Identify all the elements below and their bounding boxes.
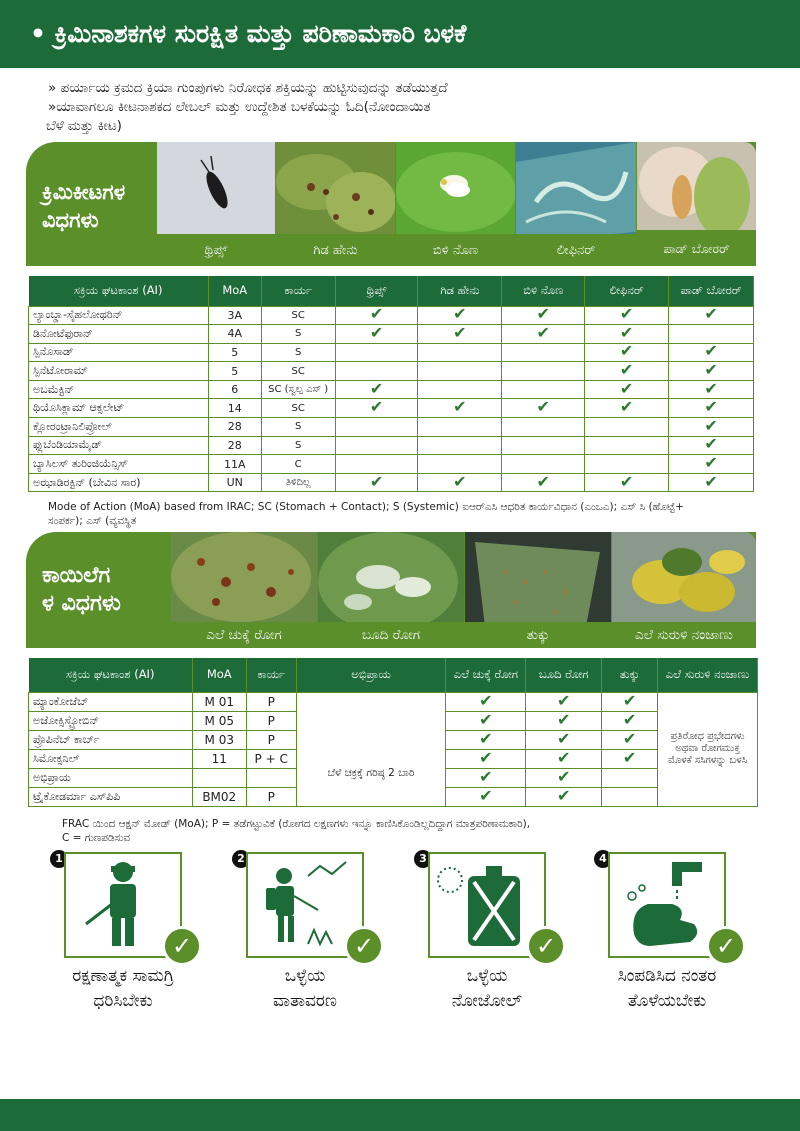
diseases-title: [42, 562, 121, 618]
photo-thrips: [157, 142, 275, 266]
action-cell: SC: [261, 306, 335, 325]
pests-title-line-1: ಕ್ರಿಮಿಕೀಟಗಳ: [42, 180, 126, 204]
tick-cell: [418, 436, 502, 455]
disease-footnote-line-2: C = ಗುಣಪಡಿಸುವ: [62, 832, 131, 844]
moa-cell: M 03: [192, 730, 246, 749]
step-label: [236, 964, 374, 1014]
tick-cell: [669, 415, 754, 437]
table-row: [29, 473, 754, 492]
step-label-line-2: ಧರಿಸಿಬೇಕು: [93, 991, 153, 1011]
tick-cell: [335, 322, 418, 344]
step-label-line-1: ಸಿಂಪಡಿಸಿದ ನಂತರ: [617, 966, 717, 986]
photo-caption: ಪಾಡ್ ಬೋರರ್: [637, 230, 756, 266]
step-label-line-1: ಒಳ್ಳೆಯ: [466, 966, 508, 986]
ai-cell: ಮ್ಯಾಂಕೋಜೆಬ್: [29, 692, 193, 711]
photo-rust: [465, 532, 611, 648]
table-row: [29, 306, 754, 325]
ai-cell: ಡಿನೋಟೆಫುರಾನ್: [29, 325, 209, 344]
action-cell: [246, 768, 296, 787]
moa-cell: UN: [208, 473, 261, 492]
tick-cell: [669, 399, 754, 418]
action-cell: P: [246, 787, 296, 806]
tick-cell: [335, 362, 418, 381]
col-header-thrips: ಥ್ರಿಪ್ಸ್: [335, 276, 418, 306]
check-icon: ✔: [557, 709, 571, 729]
col-header-moa: MoA: [192, 658, 246, 692]
ai-cell: ಅಝಾಡಿರಕ್ಟಿನ್ (ಬೇವಿನ ಸಾರ): [29, 473, 209, 492]
pest-table: [28, 276, 754, 492]
photo-leafcurl: [612, 532, 756, 648]
moa-cell: 11: [192, 749, 246, 768]
moa-cell: 3A: [208, 306, 261, 325]
intro-line-3: ಬೆಳೆ ಮತ್ತು ಕೀಟ): [46, 118, 122, 134]
tick-cell: [502, 380, 585, 399]
ai-cell: ಬ್ಯಾಸಿಲಸ್ ತುರಿಂಜಿಯೆನ್ಸಿಸ್: [29, 455, 209, 474]
step-label: [418, 964, 556, 1014]
action-cell: P: [246, 730, 296, 749]
check-icon: ✔: [619, 304, 634, 324]
check-icon: ✔: [479, 747, 493, 767]
tick-cell: [502, 399, 585, 418]
diseases-title-line-1: ಕಾಯಿಲೆಗ: [42, 563, 111, 588]
action-cell: P + C: [246, 749, 296, 768]
photo-caption: ತುಕ್ಕು: [465, 622, 611, 648]
ai-cell: ಅಜೋಕ್ಸಿಸ್ಟ್ರೋಬಿನ್: [29, 711, 193, 730]
action-cell: C: [261, 455, 335, 474]
moa-cell: BM02: [192, 787, 246, 806]
tick-cell: [585, 306, 669, 325]
table-row: [29, 455, 754, 474]
tick-cell: [418, 455, 502, 474]
check-icon: ✔: [479, 728, 493, 748]
check-icon: ✔: [557, 728, 571, 748]
step-number: 1: [50, 850, 68, 868]
col-header-leafminer: ಲೀಫಿನರ್: [585, 276, 669, 306]
moa-cell: 5: [208, 362, 261, 381]
action-cell: SC: [261, 399, 335, 418]
check-icon: ✔: [557, 766, 571, 786]
step-label-line-1: ಒಳ್ಳೆಯ: [284, 966, 326, 986]
tick-cell: [335, 418, 418, 437]
col-header-remark: ಅಭಿಪ್ರಾಯ: [296, 658, 446, 692]
photo-caption: ಗಿಡ ಹೇನು: [276, 234, 395, 266]
tick-cell: [585, 399, 669, 418]
action-cell: P: [246, 692, 296, 711]
check-icon: ✔: [704, 397, 718, 417]
tick-cell: [602, 692, 658, 711]
tick-cell: [585, 436, 669, 455]
tick-cell: [335, 455, 418, 474]
check-icon: ✔: [453, 304, 467, 324]
check-icon: ✔: [557, 785, 571, 805]
check-icon: ✔: [704, 378, 718, 398]
step-label: [54, 964, 192, 1014]
tick-cell: [585, 380, 669, 399]
intro-line-2: »ಯಾವಾಗಲೂ ಕೀಟನಾಶಕದ ಲೇಬಲ್ ಮತ್ತು ಉದ್ದೇಶಿತ ಬಳಕೆಯನ್ನು ಓದಿ(ನೋಂದಾಯಿತ: [48, 99, 431, 115]
tick-cell: [335, 343, 418, 362]
tick-cell: [526, 692, 602, 711]
photo-caption: ಲೀಫಿನರ್: [516, 234, 636, 266]
check-icon: ✔: [704, 341, 718, 361]
action-cell: P: [246, 711, 296, 730]
tick-cell: [335, 436, 418, 455]
table-row: [29, 362, 754, 381]
check-icon: ✔: [704, 415, 718, 435]
col-header-whitefly: ಬಿಳಿ ನೊಣ: [502, 276, 585, 306]
table-row: [29, 692, 758, 711]
check-icon: ✔: [619, 322, 634, 342]
tick-cell: [335, 380, 418, 399]
moa-cell: 4A: [208, 325, 261, 344]
tick-cell: [669, 343, 754, 362]
col-header-aphid: ಗಿಡ ಹೇನು: [418, 276, 502, 306]
action-cell: SC (ಸ್ವಲ್ಪ ಎಸ್ ): [261, 380, 335, 399]
tick-cell: [585, 362, 669, 381]
pests-title-line-2: ವಿಧಗಳು: [42, 208, 99, 232]
pest-footnote: [48, 500, 758, 528]
check-icon: ✔: [622, 728, 637, 748]
ai-cell: ಕ್ಲೋರಂಟ್ರಾನಿಲಿಪ್ರೋಲ್: [29, 418, 209, 437]
photo-podborer: [637, 142, 756, 266]
ai-cell: ಲ್ಯಾಂಬ್ಡಾ-ಸೈಹಲೋಥರಿನ್: [29, 306, 209, 325]
check-icon: ✔: [369, 304, 384, 324]
photo-caption: ಎಲೆ ಚುಕ್ಕೆ ರೋಗ: [171, 622, 317, 648]
tick-cell: [585, 455, 669, 474]
tick-cell: [502, 343, 585, 362]
tick-cell: [502, 455, 585, 474]
step-label-line-2: ತೊಳೆಯಬೇಕು: [627, 991, 707, 1011]
tick-cell: [526, 730, 602, 749]
tick-cell: [669, 325, 754, 344]
ai-cell: ಸಿಮೋಕ್ಸನಿಲ್: [29, 749, 193, 768]
col-header-ai: ಸಕ್ರಿಯ ಘಟಕಾಂಶ (AI): [29, 276, 209, 306]
ai-cell: ಪ್ರೊಪಿನೆಬ್ ಕಾರ್ಬ್: [29, 730, 193, 749]
moa-cell: [192, 768, 246, 787]
check-icon: ✔: [619, 378, 634, 398]
check-icon: ✔: [619, 341, 634, 361]
col-header-action: ಕಾರ್ಯ: [261, 276, 335, 306]
moa-cell: 6: [208, 380, 261, 399]
photo-caption: ಎಲೆ ಸುರುಳಿ ನಂಜಾಣು: [612, 622, 756, 648]
check-icon: ✔: [479, 785, 493, 805]
tick-cell: [526, 749, 602, 768]
tick-cell: [418, 306, 502, 325]
diseases-title-line-2: ಳ ವಿಧಗಳು: [42, 591, 121, 616]
col-header-podborer: ಪಾಡ್ ಬೋರರ್: [669, 276, 754, 306]
tick-cell: [418, 343, 502, 362]
check-icon: ✔: [704, 471, 718, 491]
photo-powdery: [318, 532, 464, 648]
col-header-rust: ತುಕ್ಕು: [602, 658, 658, 692]
photo-aphid: [276, 142, 395, 266]
check-icon: ✔: [536, 322, 550, 342]
tick-cell: [418, 380, 502, 399]
tick-cell: [502, 306, 585, 325]
tick-cell: [502, 322, 585, 344]
tick-cell: [602, 768, 658, 787]
check-icon: ✔: [622, 747, 637, 767]
tick-cell: [502, 473, 585, 492]
step-label-line-2: ನೋಜೋಲ್: [451, 991, 523, 1011]
page-header: [0, 0, 800, 68]
tick-cell: [446, 730, 526, 749]
tick-cell: [669, 306, 754, 325]
pest-footnote-line-2: ಸಂಪರ್ಕ); ಎಸ್ (ವ್ಯವಸ್ಥಿತ: [48, 515, 137, 527]
page-footer: [0, 1099, 800, 1131]
tick-cell: [602, 749, 658, 768]
tick-cell: [502, 436, 585, 455]
action-cell: S: [261, 436, 335, 455]
col-header-leafcurl: ಎಲೆ ಸುರುಳಿ ನಂಜಾಣು: [658, 658, 758, 692]
tick-cell: [446, 711, 526, 730]
tick-cell: [418, 322, 502, 344]
check-icon: ✔: [622, 709, 637, 729]
check-icon: ✔: [369, 471, 384, 491]
col-header-powdery: ಬೂದಿ ರೋಗ: [526, 658, 602, 692]
table-row: [29, 399, 754, 418]
check-icon: ✔: [369, 322, 384, 342]
tick-cell: [446, 768, 526, 787]
check-icon: ✔: [619, 397, 634, 417]
ai-cell: ಟ್ರೈಕೋಡರ್ಮಾ ಎಸ್‌ಪಿಪಿ: [29, 787, 193, 806]
ai-cell: ಅಭಿಪ್ರಾಯ: [29, 768, 193, 787]
step-label-line-2: ವಾತಾವರಣ: [273, 991, 337, 1011]
table-row: [29, 418, 754, 437]
pests-title: [42, 178, 125, 234]
tick-cell: [418, 399, 502, 418]
moa-cell: M 05: [192, 711, 246, 730]
tick-cell: [585, 418, 669, 437]
disease-table: [28, 658, 758, 807]
tick-cell: [526, 787, 602, 806]
action-cell: S: [261, 325, 335, 344]
check-icon: ✔: [369, 397, 384, 417]
table-row: [29, 325, 754, 344]
col-header-ai: ಸಕ್ರಿಯ ಘಟಕಾಂಶ (AI): [29, 658, 193, 692]
step-label: [598, 964, 736, 1014]
check-icon: ✓: [706, 926, 746, 966]
photo-whitefly: [396, 142, 515, 266]
tick-cell: [669, 380, 754, 399]
moa-cell: M 01: [192, 692, 246, 711]
tick-cell: [602, 711, 658, 730]
pest-footnote-line-1: Mode of Action (MoA) based from IRAC; SC (Stomach + Contact); S (Systemic) ಐಆರ್‌ಎಸಿ ಆಧರಿತ ಕಾರ್ಯವಿಧಾನ (ಎಂಒಎ); ಎಸ್ ಸಿ (ಹೊಟ್ಟೆ+: [48, 501, 684, 513]
check-icon: ✔: [619, 360, 634, 380]
action-cell: S: [261, 418, 335, 437]
ai-cell: ಸ್ಪಿನೆಟೋರಾಮ್: [29, 362, 209, 381]
tick-cell: [446, 692, 526, 711]
table-row: [29, 380, 754, 399]
tick-cell: [669, 362, 754, 381]
ai-cell: ಅಬಮೆಕ್ಟಿನ್: [29, 380, 209, 399]
check-icon: ✔: [453, 471, 467, 491]
step-number: 3: [414, 850, 432, 868]
check-icon: ✔: [479, 709, 493, 729]
col-header-leafspot: ಎಲೆ ಚುಕ್ಕೆ ರೋಗ: [446, 658, 526, 692]
leafcurl-note-cell: ಪ್ರತಿರೋಧ ಪ್ರಭೇದಗಳು ಅಥವಾ ರೋಗಮುಕ್ತ ಮೊಳಕೆ ಸಸಿಗಳನ್ನು ಬಳಸಿ: [658, 692, 758, 806]
photo-caption: ಥ್ರಿಪ್ಸ್: [157, 234, 275, 266]
disease-footnote: [62, 817, 762, 845]
intro-line-1: » ಪರ್ಯಾಯ ಕ್ರಮದ ಕ್ರಿಯಾ ಗುಂಪುಗಳು ನಿರೋಧಕ ಶಕ್ತಿಯನ್ನು ಹುಟ್ಟಿಸುವುದನ್ನು ತಡೆಯುತ್ತದೆ: [48, 80, 448, 96]
step-number: 2: [232, 850, 250, 868]
tick-cell: [502, 418, 585, 437]
ai-cell: ಫ್ಲುಬೆಂಡಿಯಾಮೈಡ್: [29, 436, 209, 455]
col-header-moa: MoA: [208, 276, 261, 306]
tick-cell: [585, 343, 669, 362]
check-icon: ✔: [453, 322, 467, 342]
tick-cell: [335, 473, 418, 492]
check-icon: ✓: [526, 926, 566, 966]
tick-cell: [335, 306, 418, 325]
action-cell: ತಿಳಿದಿಲ್ಲ: [261, 473, 335, 492]
check-icon: ✔: [536, 471, 550, 491]
check-icon: ✔: [704, 304, 718, 324]
check-icon: ✔: [622, 690, 637, 710]
tick-cell: [418, 418, 502, 437]
col-header-action: ಕಾರ್ಯ: [246, 658, 296, 692]
ai-cell: ಸ್ಪಿನೊಸಾಡ್: [29, 343, 209, 362]
tick-cell: [669, 455, 754, 474]
table-row: [29, 343, 754, 362]
disease-footnote-line-1: FRAC ಯಿಂದ ಆಕ್ಷನ್ ಮೋಡ್ (MoA); P = ತಡೆಗಟ್ಟುವಿಕೆ (ರೋಗದ ಲಕ್ಷಣಗಳು ಇನ್ನೂ ಕಾಣಿಸಿಕೊಂಡಿಲ್ಲದಿದ್ದಾಗ ಮಾತ್ರಪರಿಣಾಮಕಾರಿ),: [62, 818, 531, 830]
tick-cell: [526, 711, 602, 730]
intro-text: [48, 79, 768, 136]
page-title: • ಕ್ರಿಮಿನಾಶಕಗಳ ಸುರಕ್ಷಿತ ಮತ್ತು ಪರಿಣಾಮಕಾರಿ ಬಳಕೆ: [30, 19, 467, 48]
check-icon: ✔: [619, 471, 634, 491]
tick-cell: [669, 436, 754, 455]
moa-cell: 14: [208, 399, 261, 418]
tick-cell: [602, 730, 658, 749]
check-icon: ✔: [536, 397, 550, 417]
tick-cell: [418, 473, 502, 492]
step-number: 4: [594, 850, 612, 868]
photo-leafspot: [171, 532, 317, 648]
check-icon: ✓: [162, 926, 202, 966]
tick-cell: [446, 749, 526, 768]
ai-cell: ಥಿಯೊಸಿಕ್ಲಾಮ್ ಆಕ್ಸಲೇಟ್: [29, 399, 209, 418]
photo-caption: ಬಿಳಿ ನೊಣ: [396, 234, 515, 266]
tick-cell: [526, 768, 602, 787]
table-row: [29, 436, 754, 455]
check-icon: ✔: [704, 434, 718, 454]
moa-cell: 28: [208, 418, 261, 437]
tick-cell: [418, 362, 502, 381]
photo-leafminer: [516, 142, 636, 266]
moa-cell: 11A: [208, 455, 261, 474]
check-icon: ✔: [704, 453, 718, 473]
moa-cell: 28: [208, 436, 261, 455]
moa-cell: 5: [208, 343, 261, 362]
check-icon: ✔: [704, 360, 718, 380]
action-cell: S: [261, 343, 335, 362]
check-icon: ✔: [479, 690, 493, 710]
check-icon: ✔: [369, 378, 384, 398]
tick-cell: [502, 362, 585, 381]
tick-cell: [669, 473, 754, 492]
check-icon: ✔: [557, 690, 571, 710]
remark-cell: ಬೆಳೆ ಚಕ್ರಕ್ಕೆ ಗರಿಷ್ಠ 2 ಬಾರಿ: [296, 692, 446, 806]
check-icon: ✓: [344, 926, 384, 966]
check-icon: ✔: [536, 304, 550, 324]
check-icon: ✔: [557, 747, 571, 767]
tick-cell: [602, 787, 658, 806]
tick-cell: [585, 473, 669, 492]
tick-cell: [335, 399, 418, 418]
tick-cell: [446, 787, 526, 806]
action-cell: SC: [261, 362, 335, 381]
check-icon: ✔: [453, 397, 467, 417]
tick-cell: [585, 322, 669, 344]
check-icon: ✔: [479, 766, 493, 786]
photo-caption: ಬೂದಿ ರೋಗ: [318, 622, 464, 648]
step-label-line-1: ರಕ್ಷಣಾತ್ಮಕ ಸಾಮಗ್ರಿ: [72, 966, 174, 986]
